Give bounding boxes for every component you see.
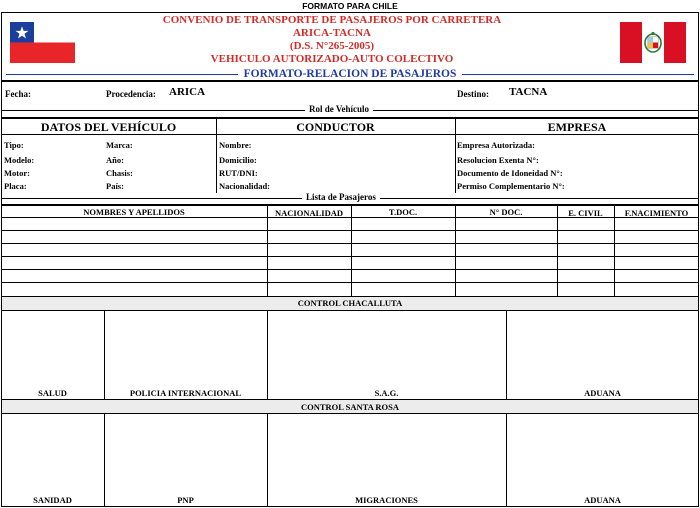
control-chacalluta-title: CONTROL CHACALLUTA — [297, 298, 403, 308]
santa-rosa-pnp: PNP — [177, 495, 194, 505]
pais-label: País: — [106, 181, 124, 191]
col-ndoc: N° DOC. — [489, 207, 523, 217]
nacionalidad-label: Nacionalidad: — [219, 181, 271, 191]
destino-label: Destino: — [457, 89, 489, 99]
passenger-row[interactable] — [2, 270, 698, 282]
top-caption: FORMATO PARA CHILE — [302, 1, 398, 11]
santa-rosa-aduana: ADUANA — [584, 495, 621, 505]
rut-dni-label: RUT/DNI: — [219, 168, 258, 178]
header-line-4: VEHICULO AUTORIZADO-AUTO COLECTIVO — [210, 53, 454, 65]
permiso-complementario-label: Permiso Complementario N°: — [457, 181, 565, 191]
col-nombres: NOMBRES Y APELLIDOS — [83, 207, 185, 217]
passenger-row[interactable] — [2, 283, 698, 295]
modelo-label: Modelo: — [4, 155, 35, 165]
resolucion-exenta-label: Resolucion Exenta N°: — [457, 155, 539, 165]
nombre-label: Nombre: — [219, 140, 252, 150]
chacalluta-sag: S.A.G. — [374, 388, 399, 398]
santa-rosa-migraciones: MIGRACIONES — [355, 495, 418, 505]
col-tdoc: T.DOC. — [388, 207, 418, 217]
chacalluta-salud: SALUD — [38, 388, 67, 398]
form-title: FORMATO-RELACION DE PASAJEROS — [243, 68, 457, 80]
rol-vehiculo-label: Rol de Vehículo — [305, 104, 373, 114]
header-line-2: ARICA-TACNA — [292, 27, 371, 39]
fecha-label: Fecha: — [5, 89, 31, 99]
chacalluta-aduana: ADUANA — [584, 388, 621, 398]
procedencia-label: Procedencia: — [106, 89, 156, 99]
title-rule-left — [6, 74, 238, 75]
header-line-3: (D.S. N°265-2005) — [289, 40, 375, 52]
header-line-1: CONVENIO DE TRANSPORTE DE PASAJEROS POR CARRETERA — [162, 14, 502, 26]
datos-vehiculo-heading: DATOS DEL VEHÍCULO — [40, 120, 177, 134]
control-santa-rosa-title: CONTROL SANTA ROSA — [300, 402, 400, 412]
passenger-row[interactable] — [2, 231, 698, 243]
col-nacionalidad: NACIONALIDAD — [274, 208, 343, 218]
passenger-row[interactable] — [2, 244, 698, 256]
passenger-row[interactable] — [2, 218, 698, 230]
anio-label: Año: — [106, 155, 124, 165]
empresa-autorizada-label: Empresa Autorizada: — [457, 140, 535, 150]
tipo-label: Tipo: — [4, 140, 24, 150]
motor-label: Motor: — [4, 168, 30, 178]
title-rule-right — [462, 74, 694, 75]
procedencia-value: ARICA — [169, 86, 206, 98]
domicilio-label: Domicilio: — [219, 155, 257, 165]
col-fnacimiento: F.NACIMIENTO — [624, 208, 689, 218]
chacalluta-policia: POLICIA INTERNACIONAL — [129, 388, 242, 398]
empresa-heading: EMPRESA — [547, 120, 607, 134]
col-ecivil: E. CIVIL — [568, 208, 603, 218]
chasis-label: Chasis: — [106, 168, 133, 178]
santa-rosa-sanidad: SANIDAD — [33, 495, 72, 505]
placa-label: Placa: — [4, 181, 27, 191]
marca-label: Marca: — [106, 140, 133, 150]
documento-idoneidad-label: Documento de Idoneidad N°: — [457, 168, 563, 178]
conductor-heading: CONDUCTOR — [296, 120, 375, 134]
lista-pasajeros-label: Lista de Pasajeros — [302, 192, 380, 202]
destino-value: TACNA — [509, 86, 548, 98]
passenger-row[interactable] — [2, 257, 698, 269]
